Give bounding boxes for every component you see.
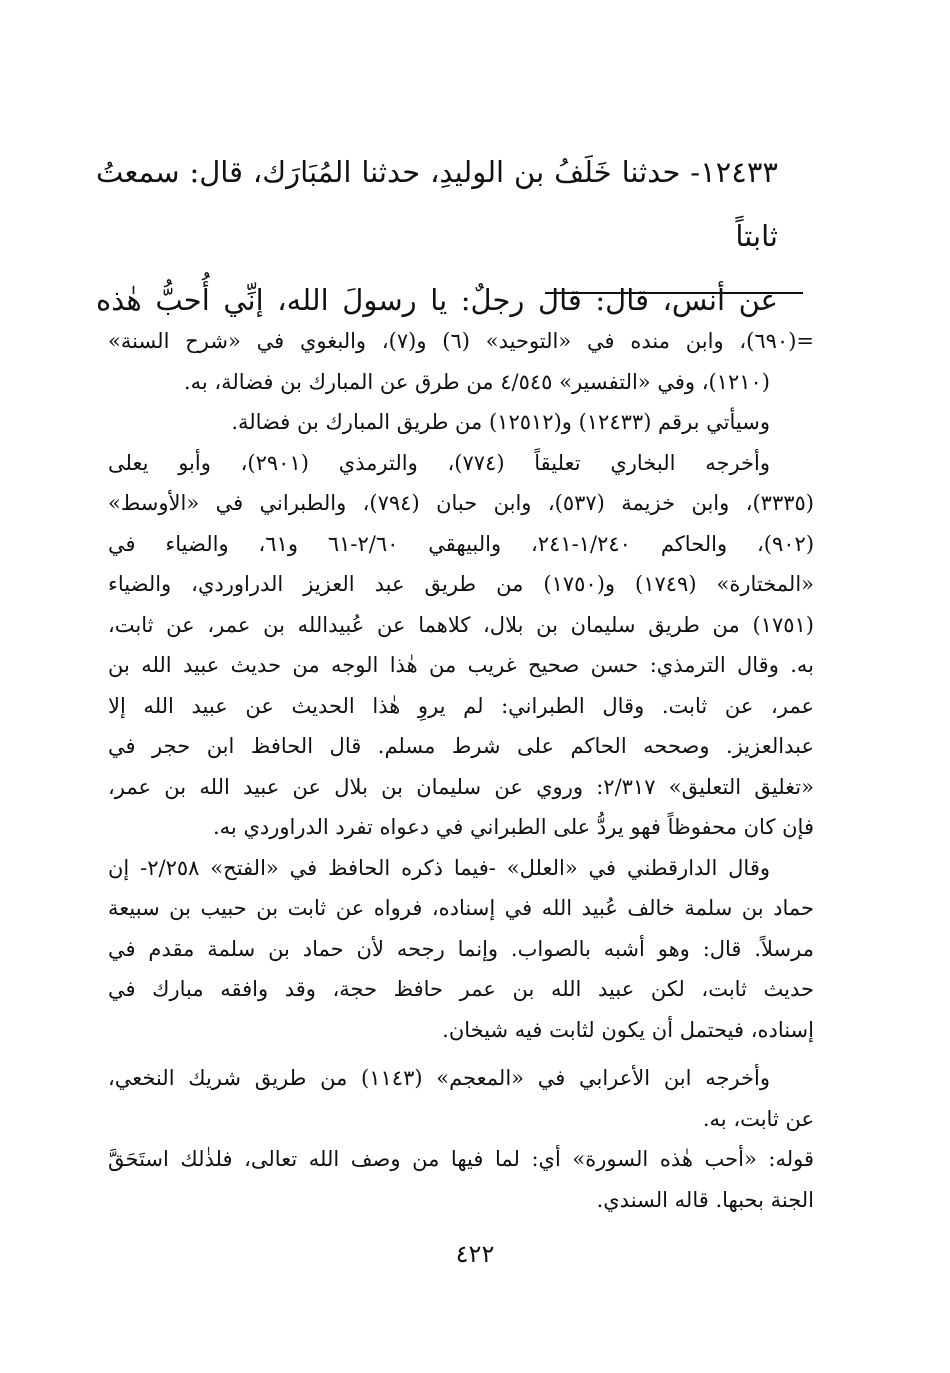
footnote-line: عن ثابت، به. <box>702 1106 814 1131</box>
footnote-line: وسيأتي برقم (١٢٤٣٣) و(١٢٥١٢) من طريق المبارك بن فضالة. <box>231 410 770 434</box>
hadith-text <box>96 140 778 332</box>
footnote-line: (٣٣٣٥)، وابن خزيمة (٥٣٧)، وابن حبان (٧٩٤)، والطبراني في «الأوسط» <box>108 491 814 515</box>
footnote-line: =(٦٩٠)، وابن منده في «التوحيد» (٦) و(٧)، والبغوي في «شرح السنة» <box>108 329 814 353</box>
footnote-line: «المختارة» (١٧٤٩) و(١٧٥٠) من طريق عبد العزيز الدراوردي، والضياء <box>108 572 814 596</box>
footnote-line: عبدالعزيز. وصححه الحاكم على شرط مسلم. قال الحافظ ابن حجر في <box>108 734 814 758</box>
footnote-line: مرسلاً. قال: وهو أشبه بالصواب. وإنما رجحه لأن حماد بن سلمة مقدم في <box>108 936 814 961</box>
paragraph-gap <box>108 1050 814 1058</box>
footnote-divider <box>545 292 803 294</box>
footnote-line: إسناده، فيحتمل أن يكون لثابت فيه شيخان. <box>442 1017 814 1042</box>
footnote-line: الجنة بحبها. قاله السندي. <box>596 1187 814 1212</box>
hadith-line-2: عن أنس، قال: قال رجلٌ: يا رسولَ الله، إنِّي أُحبُّ هٰذه <box>96 283 778 317</box>
footnote-line: «تغليق التعليق» ٢/٣١٧: وروي عن سليمان بن بلال عن عبيد الله بن عمر، <box>108 774 814 799</box>
footnote-line: (١٧٥١) من طريق سليمان بن بلال، كلاهما عن عُبيدالله بن عمر، عن ثابت، <box>108 612 814 637</box>
footnote-line: وأخرجه البخاري تعليقاً (٧٧٤)، والترمذي (٢٩٠١)، وأبو يعلى <box>108 450 770 475</box>
page-number: ٤٢٢ <box>455 1240 495 1268</box>
footnote-line: وأخرجه ابن الأعرابي في «المعجم» (١١٤٣) من طريق شريك النخعي، <box>108 1066 770 1090</box>
footnote-line: (٩٠٢)، والحاكم ١/٢٤٠-٢٤١، والبيهقي ٢/٦٠-٦١ و٦١، والضياء في <box>108 531 814 556</box>
footnote-line: (١٢١٠)، وفي «التفسير» ٤/٥٤٥ من طرق عن المبارك بن فضالة، به. <box>183 369 770 394</box>
footnotes <box>108 321 814 1220</box>
footnote-line: فإن كان محفوظاً فهو يردُّ على الطبراني في دعواه تفرد الدراوردي به. <box>213 815 814 839</box>
footnote-line: حديث ثابت، لكن عبيد الله بن عمر حافظ حجة، وقد وافقه مبارك في <box>108 977 814 1001</box>
footnote-line: وقال الدارقطني في «العلل» -فيما ذكره الحافظ في «الفتح» ٢/٢٥٨- إن <box>108 855 770 880</box>
footnote-line: به. وقال الترمذي: حسن صحيح غريب من هٰذا الوجه من حديث عبيد الله بن <box>108 653 814 677</box>
footnote-line: حماد بن سلمة خالف عُبيد الله في إسناده، فرواه عن ثابت بن حبيب بن سبيعة <box>108 896 814 920</box>
footnote-line: قوله: «أحب هٰذه السورة» أي: لما فيها من وصف الله تعالى، فلذٰلك استَحَقَّ <box>108 1147 814 1171</box>
footnote-line: عمر، عن ثابت. وقال الطبراني: لم يروِ هٰذا الحديث عن عبيد الله إلا <box>108 693 814 718</box>
hadith-line-1: ١٢٤٣٣- حدثنا خَلَفُ بن الوليدِ، حدثنا المُبَارَك، قال: سمعتُ ثابتاً <box>96 155 778 253</box>
